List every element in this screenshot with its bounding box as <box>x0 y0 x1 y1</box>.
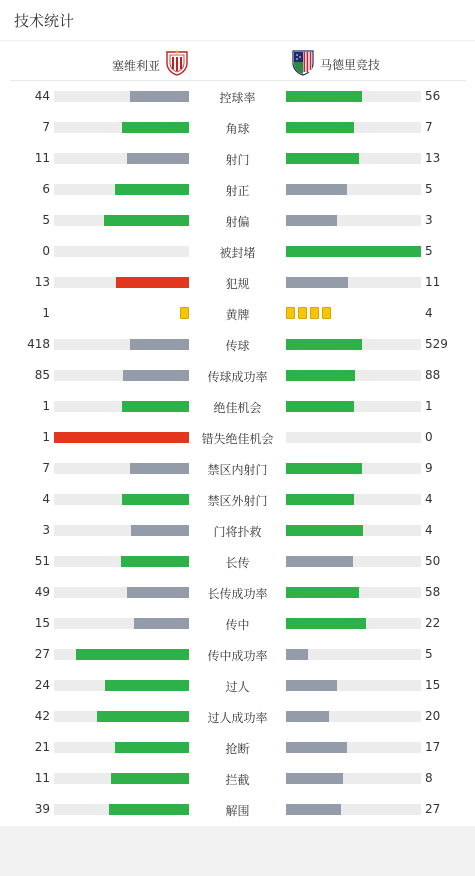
stat-row <box>0 144 475 175</box>
home-bar-fill <box>123 370 189 381</box>
stat-row <box>0 206 475 237</box>
home-bar-track <box>54 339 189 350</box>
away-value: 58 <box>425 585 441 599</box>
stat-label: 错失绝佳机会 <box>201 432 274 446</box>
away-value: 1 <box>425 399 433 413</box>
home-bar-fill <box>130 91 189 102</box>
away-value: 15 <box>425 678 441 692</box>
stat-label: 禁区内射门 <box>207 463 268 477</box>
away-value: 7 <box>425 120 433 134</box>
stat-row <box>0 640 475 671</box>
stat-label: 犯规 <box>225 277 250 291</box>
stat-label: 绝佳机会 <box>213 401 262 415</box>
home-bar-track <box>54 153 189 164</box>
stat-row <box>0 113 475 144</box>
away-value: 56 <box>425 89 441 103</box>
home-value: 1 <box>42 399 50 413</box>
home-value: 39 <box>34 802 50 816</box>
away-value: 4 <box>425 523 433 537</box>
away-value: 4 <box>425 306 433 320</box>
stat-label: 射门 <box>225 153 250 167</box>
away-bar-track <box>286 742 421 753</box>
stat-label: 传中成功率 <box>207 649 268 663</box>
home-bar-fill <box>104 215 189 226</box>
home-bar-fill <box>134 618 189 629</box>
away-value: 50 <box>425 554 441 568</box>
home-bar-track <box>54 556 189 567</box>
stat-label: 解围 <box>225 804 250 818</box>
away-value: 5 <box>425 244 433 258</box>
sevilla-crest-icon <box>166 50 188 80</box>
stat-label: 被封堵 <box>219 246 256 260</box>
home-bar-track <box>54 711 189 722</box>
away-bar-fill <box>286 494 354 505</box>
away-bar-track <box>286 401 421 412</box>
away-value: 5 <box>425 647 433 661</box>
home-bar-track <box>54 587 189 598</box>
home-value: 27 <box>34 647 50 661</box>
away-bar-track <box>286 184 421 195</box>
home-bar-track <box>54 432 189 443</box>
stat-label: 传球成功率 <box>207 370 268 384</box>
stat-row <box>0 764 475 795</box>
home-value: 51 <box>34 554 50 568</box>
home-value: 1 <box>42 306 50 320</box>
home-yellow-cards <box>180 307 189 319</box>
home-bar-fill <box>116 277 189 288</box>
home-bar-fill <box>97 711 189 722</box>
stat-row <box>0 392 475 423</box>
home-bar-track <box>54 246 189 257</box>
away-value: 22 <box>425 616 441 630</box>
home-bar-track <box>54 91 189 102</box>
away-bar-fill <box>286 711 329 722</box>
home-bar-fill <box>111 773 189 784</box>
away-bar-track <box>286 339 421 350</box>
home-team-name: 塞维利亚 <box>111 58 160 73</box>
away-bar-track <box>286 246 421 257</box>
away-bar-track <box>286 463 421 474</box>
home-value: 7 <box>42 120 50 134</box>
away-bar-track <box>286 122 421 133</box>
stat-row <box>0 175 475 206</box>
home-value: 13 <box>34 275 50 289</box>
away-bar-fill <box>286 401 354 412</box>
away-bar-track <box>286 277 421 288</box>
home-bar-track <box>54 773 189 784</box>
teams-header <box>10 42 466 81</box>
away-bar-fill <box>286 277 348 288</box>
home-bar-track <box>54 401 189 412</box>
away-bar-fill <box>286 246 421 257</box>
stat-label: 角球 <box>225 122 250 136</box>
home-value: 15 <box>34 616 50 630</box>
stat-row <box>0 795 475 826</box>
away-team[interactable] <box>292 48 380 80</box>
home-bar-track <box>54 742 189 753</box>
away-bar-fill <box>286 556 353 567</box>
away-value: 0 <box>425 430 433 444</box>
home-bar-track <box>54 804 189 815</box>
away-bar-fill <box>286 773 343 784</box>
stat-label: 传球 <box>225 339 250 353</box>
away-bar-track <box>286 525 421 536</box>
away-bar-fill <box>286 742 347 753</box>
home-bar-fill <box>122 401 190 412</box>
home-value: 1 <box>42 430 50 444</box>
stat-row <box>0 299 475 330</box>
stat-label: 长传成功率 <box>207 587 268 601</box>
stat-label: 黄牌 <box>225 308 250 322</box>
home-value: 42 <box>34 709 50 723</box>
home-bar-track <box>54 370 189 381</box>
away-bar-fill <box>286 587 359 598</box>
stat-label: 门将扑救 <box>213 525 262 539</box>
away-value: 17 <box>425 740 441 754</box>
home-bar-track <box>54 525 189 536</box>
away-team-name: 马德里竞技 <box>320 57 381 72</box>
stat-row <box>0 702 475 733</box>
stat-row <box>0 423 475 454</box>
away-bar-fill <box>286 804 341 815</box>
away-value: 5 <box>425 182 433 196</box>
away-bar-track <box>286 91 421 102</box>
away-bar-fill <box>286 680 337 691</box>
away-bar-fill <box>286 122 354 133</box>
stat-row <box>0 733 475 764</box>
home-value: 11 <box>34 771 50 785</box>
stat-row <box>0 485 475 516</box>
away-bar-fill <box>286 463 362 474</box>
stat-label: 过人 <box>225 680 250 694</box>
home-value: 7 <box>42 461 50 475</box>
away-value: 13 <box>425 151 441 165</box>
home-bar-fill <box>76 649 189 660</box>
away-bar-fill <box>286 525 363 536</box>
stat-label: 拦截 <box>225 773 250 787</box>
away-bar-track <box>286 649 421 660</box>
yellow-card-icon <box>310 307 319 319</box>
home-value: 6 <box>42 182 50 196</box>
home-bar-fill <box>130 339 189 350</box>
home-bar-fill <box>122 494 190 505</box>
stat-label: 禁区外射门 <box>207 494 268 508</box>
away-value: 8 <box>425 771 433 785</box>
home-bar-fill <box>54 432 189 443</box>
away-value: 3 <box>425 213 433 227</box>
away-bar-track <box>286 680 421 691</box>
home-bar-track <box>54 122 189 133</box>
home-value: 21 <box>34 740 50 754</box>
away-bar-fill <box>286 618 366 629</box>
away-bar-track <box>286 618 421 629</box>
home-value: 49 <box>34 585 50 599</box>
away-bar-track <box>286 587 421 598</box>
stat-label: 传中 <box>225 618 250 632</box>
away-value: 4 <box>425 492 433 506</box>
home-value: 5 <box>42 213 50 227</box>
home-bar-track <box>54 277 189 288</box>
stat-row <box>0 609 475 640</box>
home-value: 11 <box>34 151 50 165</box>
away-bar-fill <box>286 153 359 164</box>
home-bar-fill <box>105 680 189 691</box>
home-bar-track <box>54 215 189 226</box>
away-bar-fill <box>286 91 362 102</box>
stat-row <box>0 361 475 392</box>
away-bar-fill <box>286 184 347 195</box>
home-value: 418 <box>27 337 50 351</box>
home-bar-fill <box>130 463 189 474</box>
stat-row <box>0 268 475 299</box>
atletico-crest-icon <box>292 48 314 80</box>
away-bar-track <box>286 556 421 567</box>
stat-row <box>0 547 475 578</box>
stat-row <box>0 82 475 113</box>
home-bar-track <box>54 463 189 474</box>
home-team[interactable] <box>112 50 188 80</box>
home-bar-fill <box>109 804 189 815</box>
away-bar-track <box>286 153 421 164</box>
home-bar-track <box>54 184 189 195</box>
away-value: 529 <box>425 337 448 351</box>
home-bar-fill <box>122 122 190 133</box>
away-bar-track <box>286 370 421 381</box>
yellow-card-icon <box>286 307 295 319</box>
away-bar-track <box>286 804 421 815</box>
away-bar-track <box>286 432 421 443</box>
home-value: 24 <box>34 678 50 692</box>
away-bar-fill <box>286 215 337 226</box>
stat-label: 过人成功率 <box>207 711 268 725</box>
stat-row <box>0 671 475 702</box>
home-bar-fill <box>127 153 189 164</box>
home-bar-fill <box>131 525 189 536</box>
away-value: 11 <box>425 275 441 289</box>
away-value: 9 <box>425 461 433 475</box>
home-bar-fill <box>121 556 189 567</box>
away-value: 20 <box>425 709 441 723</box>
home-bar-track <box>54 618 189 629</box>
yellow-card-icon <box>322 307 331 319</box>
stat-label: 控球率 <box>219 91 256 105</box>
stat-row <box>0 454 475 485</box>
stat-label: 射偏 <box>225 215 250 229</box>
page-title: 技术统计 <box>14 12 75 30</box>
stat-label: 长传 <box>225 556 250 570</box>
away-bar-fill <box>286 370 355 381</box>
stat-row <box>0 237 475 268</box>
home-bar-track <box>54 680 189 691</box>
home-value: 85 <box>34 368 50 382</box>
stat-row <box>0 330 475 361</box>
home-value: 3 <box>42 523 50 537</box>
yellow-card-icon <box>180 307 189 319</box>
away-yellow-cards <box>286 307 331 319</box>
home-bar-fill <box>127 587 189 598</box>
away-bar-track <box>286 711 421 722</box>
home-value: 0 <box>42 244 50 258</box>
away-value: 88 <box>425 368 441 382</box>
home-bar-track <box>54 494 189 505</box>
home-bar-track <box>54 649 189 660</box>
away-bar-track <box>286 773 421 784</box>
away-bar-fill <box>286 649 308 660</box>
home-bar-fill <box>115 184 189 195</box>
away-bar-track <box>286 494 421 505</box>
home-value: 4 <box>42 492 50 506</box>
stat-row <box>0 516 475 547</box>
stats-list <box>0 82 475 826</box>
divider <box>0 40 475 41</box>
yellow-card-icon <box>298 307 307 319</box>
home-value: 44 <box>34 89 50 103</box>
stat-label: 射正 <box>225 184 250 198</box>
away-value: 27 <box>425 802 441 816</box>
stat-label: 抢断 <box>225 742 250 756</box>
stat-row <box>0 578 475 609</box>
away-bar-track <box>286 215 421 226</box>
home-bar-fill <box>115 742 189 753</box>
away-bar-fill <box>286 339 362 350</box>
